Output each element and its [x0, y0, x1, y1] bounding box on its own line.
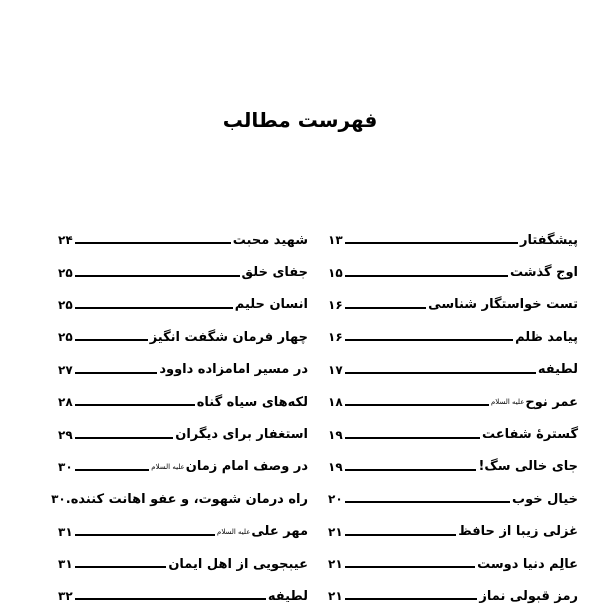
toc-entry [328, 451, 578, 483]
dot-leader-line [345, 372, 536, 374]
toc-entry-title: چهار فرمان شگفت انگیز [149, 329, 308, 345]
dot-leader-line [75, 372, 158, 374]
dot-leader-line [345, 307, 427, 309]
toc-entry-title: غزلی زیبا از حافظ [458, 524, 578, 540]
dot-leader-line [75, 566, 167, 568]
toc-entry [328, 256, 578, 288]
toc-entry [58, 451, 308, 483]
toc-entry [58, 548, 308, 580]
toc-entry [58, 418, 308, 450]
toc-page-number: ۱۵ [328, 265, 343, 280]
dot-leader-line [345, 275, 508, 277]
toc-entry [328, 548, 578, 580]
dot-leader-line [345, 566, 475, 568]
toc-page-number: ۲۱ [328, 524, 343, 539]
toc-page-number: ۲۱ [328, 589, 343, 604]
toc-entry-title: لطیفه [537, 362, 578, 378]
dot-leader-line [345, 534, 457, 536]
toc-entry-title: شهید محبت [232, 232, 308, 248]
toc-entry-title: جفای خلق [241, 265, 308, 281]
dot-leader-line [345, 469, 477, 471]
toc-entry [328, 386, 578, 418]
toc-entry-title: پیامد ظلم [515, 329, 578, 345]
toc-entry [58, 386, 308, 418]
toc-entry [328, 580, 578, 612]
dot-leader-line [75, 437, 174, 439]
toc-page-number: ۳۰ [51, 492, 66, 507]
dot-leader-line [75, 598, 266, 600]
dot-leader-line [75, 275, 240, 277]
toc-page-number: ۱۷ [328, 362, 343, 377]
toc-page-number: ۲۵ [58, 330, 73, 345]
toc-page-number: ۱۳ [328, 233, 343, 248]
toc-entry-title: لطیفه [267, 588, 308, 604]
toc-entry-title: جای خالی سگ! [478, 459, 578, 475]
toc-entry-title: استغفار برای دیگران [175, 427, 308, 443]
honorific-glyph: عليه السلام [216, 527, 251, 536]
toc-entry [58, 321, 308, 353]
toc-entry [58, 289, 308, 321]
toc-page-number: ۱۸ [328, 395, 343, 410]
toc-entry-title: تست خواستگار شناسی [428, 297, 578, 313]
toc-entry-title: در مسیر امامزاده داوود [159, 362, 308, 378]
toc-entry [58, 354, 308, 386]
toc-page-number: ۲۷ [58, 362, 73, 377]
toc-entry-title: در وصف امام زمان [185, 459, 308, 475]
toc-page-number: ۱۶ [328, 297, 343, 312]
toc-page-number: ۲۵ [58, 265, 73, 280]
toc-page-number: ۱۹ [328, 459, 343, 474]
toc-right-column [328, 224, 578, 613]
page-title: فهرست مطالب [222, 108, 378, 132]
toc-page-number: ۲۰ [328, 492, 343, 507]
toc-entry [328, 224, 578, 256]
toc-entry-title: عیبجویی از اهل ایمان [168, 556, 308, 572]
toc-entry-title: عمر نوح [525, 394, 578, 410]
toc-entry-title: مهر علی [251, 524, 308, 540]
toc-entry-title: خیال خوب [512, 491, 578, 507]
dot-leader-line [345, 501, 510, 503]
toc-entry [328, 516, 578, 548]
toc-entry-title: انسان حلیم [234, 297, 308, 313]
toc-entry-title: گسترهٔ شفاعت [481, 427, 578, 443]
dot-leader-line [75, 534, 215, 536]
toc-page-number: ۲۱ [328, 557, 343, 572]
toc-entry [328, 354, 578, 386]
toc-entry [328, 483, 578, 515]
dot-leader-line [345, 339, 513, 341]
toc-page-number: ۱۹ [328, 427, 343, 442]
toc-entry [58, 256, 308, 288]
dot-leader-line [345, 242, 518, 244]
toc-entry [328, 418, 578, 450]
toc-entry-title: اوج گذشت [509, 265, 578, 281]
toc-entry-title: رمز قبولی نماز [479, 588, 578, 604]
honorific-glyph: عليه السلام [490, 398, 525, 407]
toc-page-number: ۱۶ [328, 330, 343, 345]
toc-entry-title: لکه‌های سیاه گناه [196, 394, 308, 410]
toc-entry [58, 516, 308, 548]
dot-leader-line [75, 469, 150, 471]
toc-entry [58, 580, 308, 612]
dot-leader-line [345, 437, 480, 439]
toc-entry-title: راه درمان شهوت، و عفو اهانت کننده. [65, 491, 308, 507]
dot-leader-line [75, 404, 195, 406]
toc-entry-title: عالِم دنیا دوست [477, 556, 578, 572]
toc-page-number: ۳۰ [58, 459, 73, 474]
toc-page-number: ۲۸ [58, 395, 73, 410]
dot-leader-line [75, 339, 148, 341]
toc-entry [51, 483, 308, 515]
toc-page-number: ۳۱ [58, 557, 73, 572]
toc-entry [328, 321, 578, 353]
dot-leader-line [75, 242, 231, 244]
toc-entry [328, 289, 578, 321]
toc-entry [58, 224, 308, 256]
dot-leader-line [345, 598, 478, 600]
toc-page-number: ۲۹ [58, 427, 73, 442]
toc-left-column [51, 224, 308, 613]
toc-page-number: ۲۴ [58, 233, 73, 248]
toc-page-number: ۳۱ [58, 524, 73, 539]
toc-page-number: ۳۲ [58, 589, 73, 604]
honorific-glyph: عليه السلام [151, 462, 185, 471]
dot-leader-line [75, 307, 233, 309]
dot-leader-line [345, 404, 489, 406]
toc-page-number: ۲۵ [58, 297, 73, 312]
toc-entry-title: پیشگفتار [519, 232, 578, 248]
